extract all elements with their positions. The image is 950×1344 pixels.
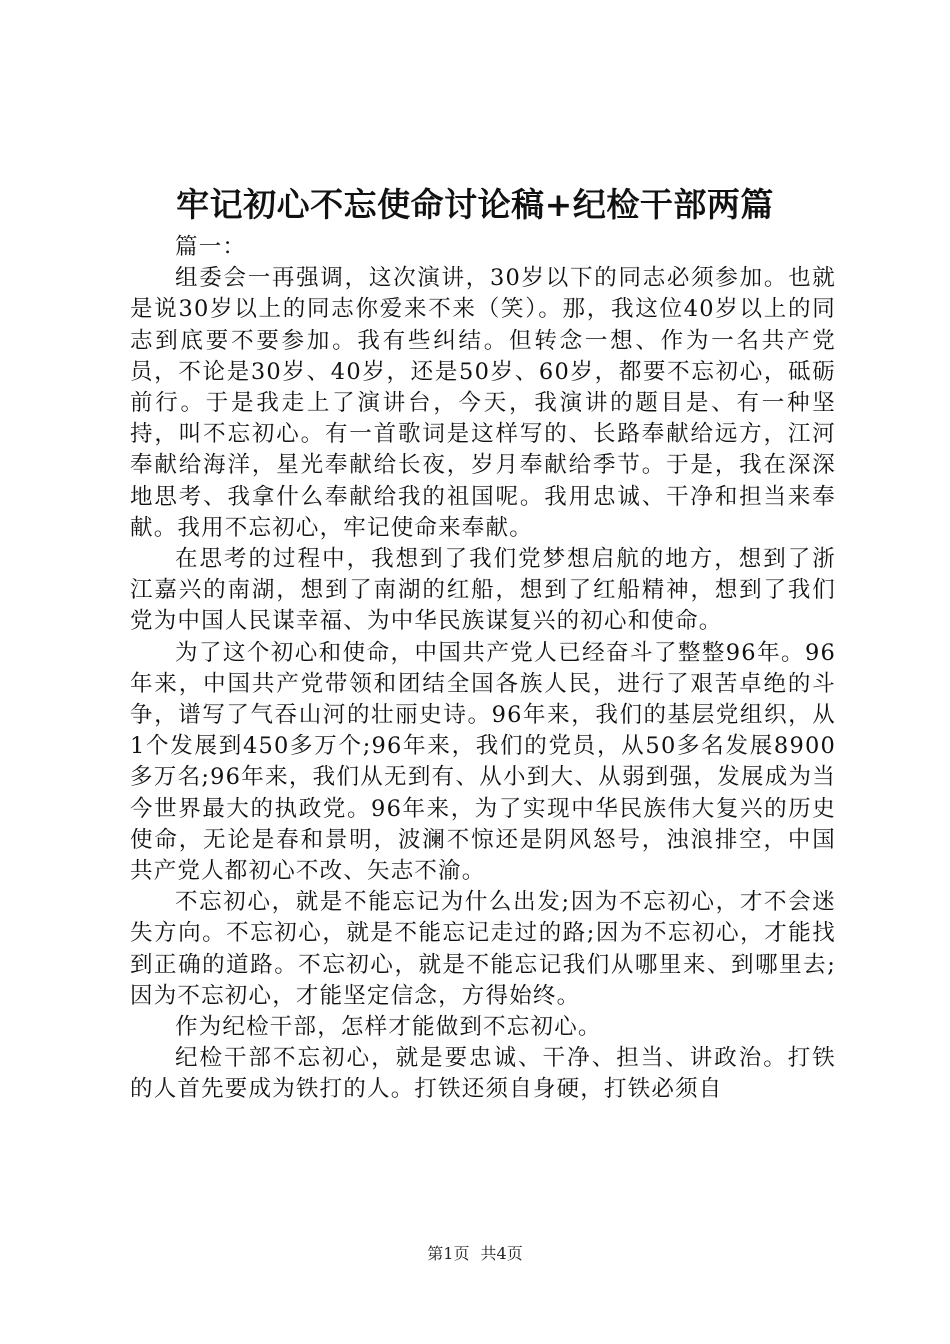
paragraph-section-heading: 篇一： bbox=[175, 234, 247, 260]
paragraph: 组委会一再强调，这次演讲，30岁以下的同志必须参加。也就是说30岁以上的同志你爱来不来（笑）。那，我这位40岁以上的同志到底要不要参加。我有些纠结。但转念一想、作为一名共产党员，不论是30岁、40岁，还是50岁、60岁，都要不忘初心，砥砺前行。于是我走上了演讲台，今天，我演讲的题目是、有一种坚持，叫不忘初心。有一首歌词是这样写的、长路奉献给远方，江河奉献给海洋，星光奉献给长夜，岁月奉献给季节。于是，我在深深地思考、我拿什么奉献给我的祖国呢。我用忠诚、干净和担当来奉献。我用不忘初心，牢记使命来奉献。 bbox=[130, 265, 836, 541]
paragraph: 在思考的过程中，我想到了我们党梦想启航的地方，想到了浙江嘉兴的南湖，想到了南湖的红船，想到了红船精神，想到了我们党为中国人民谋幸福、为中华民族谋复兴的初心和使命。 bbox=[130, 546, 836, 635]
paragraph: 为了这个初心和使命，中国共产党人已经奋斗了整整96年。96年来，中国共产党带领和团结全国各族人民，进行了艰苦卓绝的斗争，谱写了气吞山河的壮丽史诗。96年来，我们的基层党组织，从1个发展到450多万个;96年来，我们的党员，从50多名发展8900多万名;96年来，我们从无到有、从小到大、从弱到强，发展成为当今世界最大的执政党。96年来，为了实现中华民族伟大复兴的历史使命，无论是春和景明，波澜不惊还是阴风怒号，浊浪排空，中国共产党人都初心不改、矢志不渝。 bbox=[130, 639, 836, 885]
page-total: 共4页 bbox=[480, 1244, 523, 1263]
paragraph: 纪检干部不忘初心，就是要忠诚、干净、担当、讲政治。打铁的人首先要成为铁打的人。打铁还须自身硬，打铁必须自 bbox=[130, 1045, 836, 1103]
document-title: 牢记初心不忘使命讨论稿+纪检干部两篇 bbox=[176, 185, 774, 224]
paragraph: 不忘初心，就是不能忘记为什么出发;因为不忘初心，才不会迷失方向。不忘初心，就是不能忘记走过的路;因为不忘初心，才能找到正确的道路。不忘初心，就是不能忘记我们从哪里来、到哪里去;因为不忘初心，才能坚定信念，方得始终。 bbox=[130, 889, 836, 1009]
paragraph: 作为纪检干部，怎样才能做到不忘初心。 bbox=[175, 1014, 602, 1041]
document-body bbox=[130, 232, 836, 1106]
page-footer bbox=[0, 1242, 950, 1266]
page-number: 第1页 bbox=[427, 1244, 470, 1263]
